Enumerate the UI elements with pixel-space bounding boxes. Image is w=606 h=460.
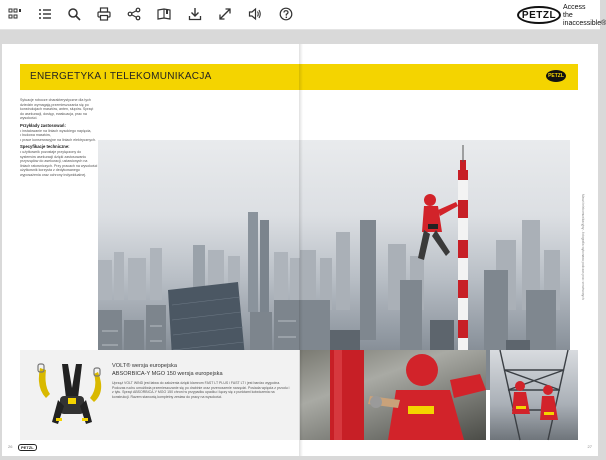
book-icon	[157, 7, 171, 21]
section-banner	[20, 64, 300, 90]
print-icon	[97, 7, 111, 21]
thumbnails-icon	[8, 7, 22, 21]
section-title: ENERGETYKA I TELEKOMUNIKACJA	[30, 71, 212, 82]
tagline-line-2: the	[563, 12, 573, 19]
product-block	[20, 350, 300, 440]
sound-button[interactable]	[247, 6, 263, 22]
contents-button[interactable]	[37, 6, 53, 22]
intro-paragraph: Sytuacje robocze charakterystyczne dla tych dziedzin wymagają przemieszczania się po konstrukcjach masztów, anten, słupów. Sprzęt do asekuracji, dostęp, ewakuacja, prac na wysokości.	[20, 98, 94, 121]
right-page[interactable]	[300, 44, 598, 456]
section-banner-right	[300, 64, 578, 90]
product-name-volt: VOLT® wersja europejska	[112, 363, 177, 369]
share-button[interactable]	[126, 6, 142, 22]
magazine-spread[interactable]	[2, 44, 598, 456]
left-page-number: 26	[8, 444, 13, 449]
mast-scene	[490, 350, 578, 440]
help-button[interactable]	[278, 6, 294, 22]
product-description: Uprząż VOLT WIND jest łatwa do założenia dzięki klamrom FAST LT PLUS i FAST LT i jest bardzo wygodna. Podczas ruchu umożliwia przemieszczanie się po drabinie oraz przenoszenie narzędzi. Posiada wpięcia z przodu i z tyłu. Sprzęt ABSORBICA-Y MGO 150 chroni w przypadku upadku i łączy się z punktami kotwiczenia na konstrukcji. Razem stanowią kompletny zestaw do pracy na wysokości.	[112, 381, 290, 399]
print-button[interactable]	[96, 6, 112, 22]
photo-climbers-closeup	[300, 350, 486, 440]
download-icon	[188, 7, 202, 21]
footer-logo: PETZL	[18, 444, 37, 451]
left-page[interactable]	[2, 44, 300, 456]
tagline-line-3: inaccessible®	[563, 20, 606, 27]
examples-list: • instalowanie na liniach wysokiego napięcia, • budowa masztów, • prace konserwacyjne na liniach elektrycznych.	[20, 128, 96, 142]
side-caption-text: Maszt telekomunikacyjny - fotografia wykonana podczas prac serwisowych	[581, 194, 585, 300]
tagline-line-1: Access	[563, 4, 586, 11]
side-caption	[580, 194, 586, 384]
examples-heading: Przykłady zastosowań:	[20, 122, 66, 128]
help-icon	[279, 7, 293, 21]
intro-text	[20, 98, 98, 178]
brand-logo[interactable]: PETZL	[517, 6, 561, 24]
thumbnails-button[interactable]	[7, 6, 23, 22]
right-page-number: 27	[587, 444, 592, 449]
search-icon	[67, 7, 81, 21]
specs-text: • użytkownik pozostaje przyłączony do systemów asekuracji dzięki zastosowaniu przyrządów do asekuracji, ustawionych na liniach ratowniczych. Przy pracach na wysokości użytkownik korzysta z dedykowanego wyposażenia oraz ochrony indywidualnej.	[20, 149, 98, 177]
speaker-icon	[248, 7, 262, 21]
fullscreen-icon	[218, 7, 232, 21]
fullscreen-button[interactable]	[217, 6, 233, 22]
download-button[interactable]	[187, 6, 203, 22]
product-name-absorbica: ABSORBICA-Y MGO 150 wersja europejska	[112, 371, 223, 377]
share-icon	[127, 7, 141, 21]
harness-image	[32, 358, 110, 438]
climber-figure	[418, 194, 458, 260]
list-icon	[38, 7, 52, 21]
bookmark-button[interactable]	[156, 6, 172, 22]
specs-heading: Specyfikacje techniczne:	[20, 144, 70, 150]
banner-logo: PETZL	[546, 70, 566, 82]
toolbar	[0, 0, 606, 30]
closeup-scene	[300, 350, 486, 440]
brand-tagline	[563, 4, 606, 28]
page-fold	[299, 44, 303, 456]
photo-climbers-mast	[490, 350, 578, 440]
search-button[interactable]	[66, 6, 82, 22]
